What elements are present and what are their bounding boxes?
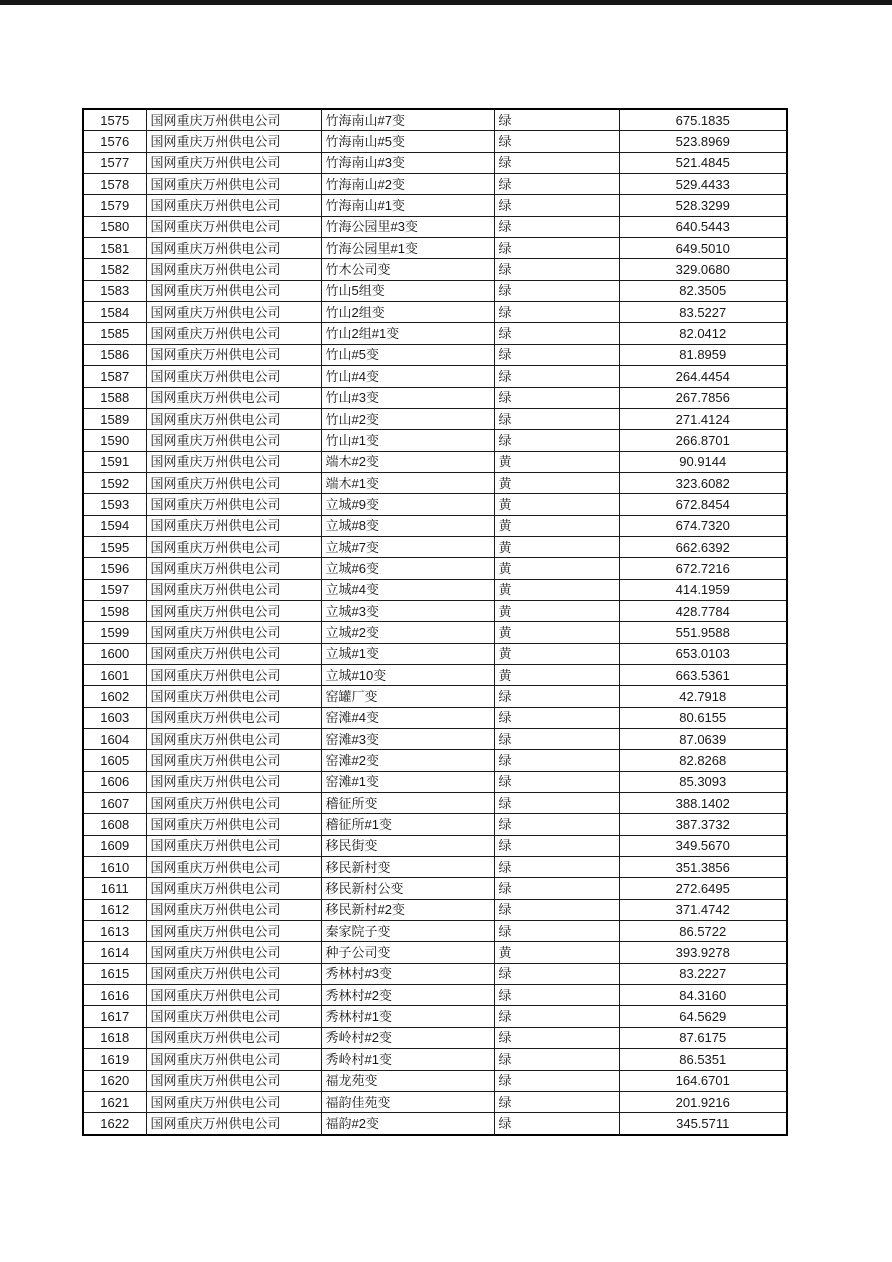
cell-row-number: 1609 bbox=[83, 835, 146, 856]
table-row bbox=[83, 408, 787, 429]
table-row bbox=[83, 963, 787, 984]
cell-company-name: 国网重庆万州供电公司 bbox=[146, 686, 321, 707]
cell-row-number: 1613 bbox=[83, 921, 146, 942]
table-row bbox=[83, 1070, 787, 1091]
cell-company-name: 国网重庆万州供电公司 bbox=[146, 750, 321, 771]
cell-load-value: 272.6495 bbox=[619, 878, 787, 899]
cell-station-name: 福龙苑变 bbox=[321, 1070, 494, 1091]
cell-load-value: 551.9588 bbox=[619, 622, 787, 643]
cell-station-name: 立城#2变 bbox=[321, 622, 494, 643]
table-row bbox=[83, 835, 787, 856]
cell-status-color: 黄 bbox=[494, 942, 619, 963]
cell-company-name: 国网重庆万州供电公司 bbox=[146, 771, 321, 792]
cell-load-value: 87.6175 bbox=[619, 1027, 787, 1048]
cell-station-name: 种子公司变 bbox=[321, 942, 494, 963]
cell-company-name: 国网重庆万州供电公司 bbox=[146, 942, 321, 963]
cell-company-name: 国网重庆万州供电公司 bbox=[146, 899, 321, 920]
cell-load-value: 82.8268 bbox=[619, 750, 787, 771]
cell-company-name: 国网重庆万州供电公司 bbox=[146, 793, 321, 814]
scan-edge-bar bbox=[0, 0, 892, 5]
cell-load-value: 387.3732 bbox=[619, 814, 787, 835]
cell-company-name: 国网重庆万州供电公司 bbox=[146, 238, 321, 259]
cell-row-number: 1581 bbox=[83, 238, 146, 259]
cell-station-name: 秀岭村#2变 bbox=[321, 1027, 494, 1048]
table-row bbox=[83, 579, 787, 600]
cell-load-value: 351.3856 bbox=[619, 857, 787, 878]
cell-load-value: 529.4433 bbox=[619, 174, 787, 195]
table-row bbox=[83, 622, 787, 643]
cell-station-name: 立城#10变 bbox=[321, 664, 494, 685]
cell-status-color: 绿 bbox=[494, 707, 619, 728]
cell-company-name: 国网重庆万州供电公司 bbox=[146, 109, 321, 131]
table-row bbox=[83, 430, 787, 451]
cell-load-value: 640.5443 bbox=[619, 216, 787, 237]
table-row bbox=[83, 387, 787, 408]
cell-company-name: 国网重庆万州供电公司 bbox=[146, 152, 321, 173]
cell-row-number: 1620 bbox=[83, 1070, 146, 1091]
cell-load-value: 80.6155 bbox=[619, 707, 787, 728]
table-row bbox=[83, 878, 787, 899]
table-row bbox=[83, 494, 787, 515]
cell-status-color: 绿 bbox=[494, 174, 619, 195]
cell-row-number: 1603 bbox=[83, 707, 146, 728]
table-row bbox=[83, 1049, 787, 1070]
cell-status-color: 绿 bbox=[494, 131, 619, 152]
cell-load-value: 649.5010 bbox=[619, 238, 787, 259]
cell-station-name: 窑罐厂变 bbox=[321, 686, 494, 707]
cell-load-value: 349.5670 bbox=[619, 835, 787, 856]
table-row bbox=[83, 109, 787, 131]
cell-station-name: 立城#8变 bbox=[321, 515, 494, 536]
cell-load-value: 329.0680 bbox=[619, 259, 787, 280]
cell-row-number: 1583 bbox=[83, 280, 146, 301]
table-row bbox=[83, 536, 787, 557]
cell-station-name: 移民新村#2变 bbox=[321, 899, 494, 920]
cell-station-name: 竹山2组变 bbox=[321, 302, 494, 323]
cell-row-number: 1616 bbox=[83, 985, 146, 1006]
table-row bbox=[83, 664, 787, 685]
cell-company-name: 国网重庆万州供电公司 bbox=[146, 1113, 321, 1135]
table-row bbox=[83, 344, 787, 365]
cell-status-color: 绿 bbox=[494, 963, 619, 984]
cell-company-name: 国网重庆万州供电公司 bbox=[146, 579, 321, 600]
cell-row-number: 1618 bbox=[83, 1027, 146, 1048]
cell-status-color: 绿 bbox=[494, 216, 619, 237]
cell-row-number: 1593 bbox=[83, 494, 146, 515]
cell-status-color: 绿 bbox=[494, 1027, 619, 1048]
cell-status-color: 绿 bbox=[494, 238, 619, 259]
table-row bbox=[83, 323, 787, 344]
cell-company-name: 国网重庆万州供电公司 bbox=[146, 259, 321, 280]
cell-company-name: 国网重庆万州供电公司 bbox=[146, 622, 321, 643]
cell-company-name: 国网重庆万州供电公司 bbox=[146, 387, 321, 408]
cell-station-name: 竹山#1变 bbox=[321, 430, 494, 451]
cell-status-color: 绿 bbox=[494, 366, 619, 387]
cell-status-color: 黄 bbox=[494, 643, 619, 664]
cell-load-value: 528.3299 bbox=[619, 195, 787, 216]
cell-row-number: 1601 bbox=[83, 664, 146, 685]
cell-station-name: 窑滩#3变 bbox=[321, 729, 494, 750]
cell-status-color: 绿 bbox=[494, 1049, 619, 1070]
table-row bbox=[83, 558, 787, 579]
cell-row-number: 1596 bbox=[83, 558, 146, 579]
cell-load-value: 266.8701 bbox=[619, 430, 787, 451]
cell-row-number: 1619 bbox=[83, 1049, 146, 1070]
cell-station-name: 窑滩#2变 bbox=[321, 750, 494, 771]
cell-company-name: 国网重庆万州供电公司 bbox=[146, 664, 321, 685]
cell-station-name: 立城#1变 bbox=[321, 643, 494, 664]
cell-station-name: 福韵佳苑变 bbox=[321, 1091, 494, 1112]
cell-row-number: 1605 bbox=[83, 750, 146, 771]
cell-load-value: 42.7918 bbox=[619, 686, 787, 707]
cell-station-name: 竹木公司变 bbox=[321, 259, 494, 280]
cell-status-color: 绿 bbox=[494, 302, 619, 323]
cell-station-name: 立城#9变 bbox=[321, 494, 494, 515]
cell-status-color: 黄 bbox=[494, 558, 619, 579]
cell-row-number: 1588 bbox=[83, 387, 146, 408]
cell-status-color: 绿 bbox=[494, 857, 619, 878]
cell-row-number: 1594 bbox=[83, 515, 146, 536]
cell-status-color: 绿 bbox=[494, 1113, 619, 1135]
cell-status-color: 黄 bbox=[494, 600, 619, 621]
cell-status-color: 绿 bbox=[494, 1006, 619, 1027]
cell-status-color: 黄 bbox=[494, 622, 619, 643]
cell-company-name: 国网重庆万州供电公司 bbox=[146, 921, 321, 942]
cell-load-value: 388.1402 bbox=[619, 793, 787, 814]
cell-status-color: 绿 bbox=[494, 750, 619, 771]
cell-station-name: 秀林村#3变 bbox=[321, 963, 494, 984]
cell-station-name: 移民新村公变 bbox=[321, 878, 494, 899]
table-row bbox=[83, 216, 787, 237]
cell-row-number: 1589 bbox=[83, 408, 146, 429]
cell-company-name: 国网重庆万州供电公司 bbox=[146, 494, 321, 515]
cell-station-name: 稽征所#1变 bbox=[321, 814, 494, 835]
cell-row-number: 1611 bbox=[83, 878, 146, 899]
cell-company-name: 国网重庆万州供电公司 bbox=[146, 174, 321, 195]
cell-station-name: 福韵#2变 bbox=[321, 1113, 494, 1135]
cell-station-name: 稽征所变 bbox=[321, 793, 494, 814]
cell-status-color: 绿 bbox=[494, 152, 619, 173]
cell-load-value: 672.8454 bbox=[619, 494, 787, 515]
table-row bbox=[83, 771, 787, 792]
table-row bbox=[83, 1113, 787, 1135]
cell-station-name: 窑滩#4变 bbox=[321, 707, 494, 728]
table-row bbox=[83, 1006, 787, 1027]
cell-status-color: 绿 bbox=[494, 280, 619, 301]
table-row bbox=[83, 366, 787, 387]
cell-station-name: 窑滩#1变 bbox=[321, 771, 494, 792]
cell-load-value: 267.7856 bbox=[619, 387, 787, 408]
cell-company-name: 国网重庆万州供电公司 bbox=[146, 302, 321, 323]
cell-company-name: 国网重庆万州供电公司 bbox=[146, 729, 321, 750]
cell-status-color: 绿 bbox=[494, 835, 619, 856]
table-row bbox=[83, 921, 787, 942]
cell-load-value: 672.7216 bbox=[619, 558, 787, 579]
table-row bbox=[83, 152, 787, 173]
cell-load-value: 271.4124 bbox=[619, 408, 787, 429]
cell-status-color: 绿 bbox=[494, 430, 619, 451]
table-row bbox=[83, 472, 787, 493]
cell-row-number: 1621 bbox=[83, 1091, 146, 1112]
cell-company-name: 国网重庆万州供电公司 bbox=[146, 366, 321, 387]
cell-company-name: 国网重庆万州供电公司 bbox=[146, 558, 321, 579]
cell-load-value: 85.3093 bbox=[619, 771, 787, 792]
cell-company-name: 国网重庆万州供电公司 bbox=[146, 131, 321, 152]
cell-company-name: 国网重庆万州供电公司 bbox=[146, 1070, 321, 1091]
cell-company-name: 国网重庆万州供电公司 bbox=[146, 323, 321, 344]
cell-row-number: 1584 bbox=[83, 302, 146, 323]
cell-load-value: 345.5711 bbox=[619, 1113, 787, 1135]
cell-row-number: 1585 bbox=[83, 323, 146, 344]
cell-row-number: 1614 bbox=[83, 942, 146, 963]
cell-station-name: 竹海南山#1变 bbox=[321, 195, 494, 216]
cell-status-color: 黄 bbox=[494, 451, 619, 472]
table-row bbox=[83, 174, 787, 195]
cell-row-number: 1615 bbox=[83, 963, 146, 984]
cell-status-color: 黄 bbox=[494, 536, 619, 557]
cell-row-number: 1586 bbox=[83, 344, 146, 365]
table-row bbox=[83, 707, 787, 728]
cell-row-number: 1595 bbox=[83, 536, 146, 557]
table-row bbox=[83, 814, 787, 835]
cell-station-name: 秀林村#2变 bbox=[321, 985, 494, 1006]
cell-status-color: 黄 bbox=[494, 579, 619, 600]
cell-station-name: 秀林村#1变 bbox=[321, 1006, 494, 1027]
cell-company-name: 国网重庆万州供电公司 bbox=[146, 280, 321, 301]
cell-load-value: 86.5351 bbox=[619, 1049, 787, 1070]
cell-status-color: 绿 bbox=[494, 387, 619, 408]
table-row bbox=[83, 195, 787, 216]
cell-load-value: 663.5361 bbox=[619, 664, 787, 685]
cell-station-name: 竹山#2变 bbox=[321, 408, 494, 429]
cell-station-name: 立城#7变 bbox=[321, 536, 494, 557]
cell-status-color: 黄 bbox=[494, 494, 619, 515]
cell-status-color: 绿 bbox=[494, 323, 619, 344]
cell-load-value: 86.5722 bbox=[619, 921, 787, 942]
cell-company-name: 国网重庆万州供电公司 bbox=[146, 451, 321, 472]
cell-company-name: 国网重庆万州供电公司 bbox=[146, 985, 321, 1006]
cell-load-value: 82.3505 bbox=[619, 280, 787, 301]
cell-station-name: 立城#3变 bbox=[321, 600, 494, 621]
cell-load-value: 674.7320 bbox=[619, 515, 787, 536]
cell-status-color: 绿 bbox=[494, 259, 619, 280]
cell-station-name: 竹海南山#2变 bbox=[321, 174, 494, 195]
table-row bbox=[83, 280, 787, 301]
table-row bbox=[83, 600, 787, 621]
cell-load-value: 653.0103 bbox=[619, 643, 787, 664]
cell-station-name: 竹海公园里#3变 bbox=[321, 216, 494, 237]
cell-load-value: 523.8969 bbox=[619, 131, 787, 152]
cell-station-name: 移民街变 bbox=[321, 835, 494, 856]
table-row bbox=[83, 750, 787, 771]
cell-load-value: 414.1959 bbox=[619, 579, 787, 600]
cell-load-value: 87.0639 bbox=[619, 729, 787, 750]
cell-status-color: 绿 bbox=[494, 985, 619, 1006]
cell-status-color: 黄 bbox=[494, 472, 619, 493]
cell-station-name: 竹山#5变 bbox=[321, 344, 494, 365]
cell-row-number: 1579 bbox=[83, 195, 146, 216]
cell-row-number: 1604 bbox=[83, 729, 146, 750]
cell-load-value: 164.6701 bbox=[619, 1070, 787, 1091]
cell-load-value: 521.4845 bbox=[619, 152, 787, 173]
cell-status-color: 绿 bbox=[494, 686, 619, 707]
cell-row-number: 1608 bbox=[83, 814, 146, 835]
cell-status-color: 绿 bbox=[494, 729, 619, 750]
table-body bbox=[83, 109, 787, 1135]
cell-row-number: 1590 bbox=[83, 430, 146, 451]
cell-station-name: 竹海公园里#1变 bbox=[321, 238, 494, 259]
cell-status-color: 绿 bbox=[494, 1091, 619, 1112]
cell-status-color: 绿 bbox=[494, 921, 619, 942]
cell-load-value: 393.9278 bbox=[619, 942, 787, 963]
cell-status-color: 绿 bbox=[494, 814, 619, 835]
cell-load-value: 675.1835 bbox=[619, 109, 787, 131]
cell-status-color: 绿 bbox=[494, 878, 619, 899]
cell-row-number: 1578 bbox=[83, 174, 146, 195]
cell-company-name: 国网重庆万州供电公司 bbox=[146, 216, 321, 237]
cell-company-name: 国网重庆万州供电公司 bbox=[146, 1049, 321, 1070]
cell-status-color: 绿 bbox=[494, 1070, 619, 1091]
cell-row-number: 1592 bbox=[83, 472, 146, 493]
cell-company-name: 国网重庆万州供电公司 bbox=[146, 707, 321, 728]
table-row bbox=[83, 793, 787, 814]
cell-row-number: 1576 bbox=[83, 131, 146, 152]
cell-company-name: 国网重庆万州供电公司 bbox=[146, 857, 321, 878]
cell-company-name: 国网重庆万州供电公司 bbox=[146, 835, 321, 856]
cell-load-value: 81.8959 bbox=[619, 344, 787, 365]
table-row bbox=[83, 985, 787, 1006]
cell-station-name: 移民新村变 bbox=[321, 857, 494, 878]
cell-station-name: 秦家院子变 bbox=[321, 921, 494, 942]
cell-status-color: 绿 bbox=[494, 344, 619, 365]
cell-company-name: 国网重庆万州供电公司 bbox=[146, 515, 321, 536]
table-row bbox=[83, 259, 787, 280]
cell-row-number: 1598 bbox=[83, 600, 146, 621]
table-row bbox=[83, 729, 787, 750]
cell-company-name: 国网重庆万州供电公司 bbox=[146, 1006, 321, 1027]
cell-company-name: 国网重庆万州供电公司 bbox=[146, 430, 321, 451]
cell-company-name: 国网重庆万州供电公司 bbox=[146, 963, 321, 984]
cell-load-value: 83.5227 bbox=[619, 302, 787, 323]
cell-company-name: 国网重庆万州供电公司 bbox=[146, 195, 321, 216]
cell-row-number: 1577 bbox=[83, 152, 146, 173]
cell-row-number: 1602 bbox=[83, 686, 146, 707]
table-row bbox=[83, 899, 787, 920]
cell-row-number: 1582 bbox=[83, 259, 146, 280]
cell-row-number: 1617 bbox=[83, 1006, 146, 1027]
cell-load-value: 371.4742 bbox=[619, 899, 787, 920]
cell-station-name: 竹山5组变 bbox=[321, 280, 494, 301]
cell-station-name: 端木#1变 bbox=[321, 472, 494, 493]
table-row bbox=[83, 857, 787, 878]
cell-station-name: 端木#2变 bbox=[321, 451, 494, 472]
cell-load-value: 64.5629 bbox=[619, 1006, 787, 1027]
cell-station-name: 竹海南山#5变 bbox=[321, 131, 494, 152]
cell-station-name: 竹山2组#1变 bbox=[321, 323, 494, 344]
cell-status-color: 黄 bbox=[494, 664, 619, 685]
cell-company-name: 国网重庆万州供电公司 bbox=[146, 643, 321, 664]
cell-row-number: 1622 bbox=[83, 1113, 146, 1135]
table-row bbox=[83, 1027, 787, 1048]
table-row bbox=[83, 131, 787, 152]
cell-row-number: 1599 bbox=[83, 622, 146, 643]
cell-row-number: 1600 bbox=[83, 643, 146, 664]
cell-load-value: 83.2227 bbox=[619, 963, 787, 984]
cell-row-number: 1587 bbox=[83, 366, 146, 387]
cell-company-name: 国网重庆万州供电公司 bbox=[146, 344, 321, 365]
cell-station-name: 竹山#3变 bbox=[321, 387, 494, 408]
cell-load-value: 82.0412 bbox=[619, 323, 787, 344]
substation-load-table bbox=[82, 108, 788, 1136]
cell-status-color: 绿 bbox=[494, 195, 619, 216]
cell-row-number: 1607 bbox=[83, 793, 146, 814]
cell-row-number: 1597 bbox=[83, 579, 146, 600]
table-row bbox=[83, 942, 787, 963]
table-row bbox=[83, 686, 787, 707]
cell-load-value: 201.9216 bbox=[619, 1091, 787, 1112]
table-row bbox=[83, 1091, 787, 1112]
cell-station-name: 立城#4变 bbox=[321, 579, 494, 600]
cell-company-name: 国网重庆万州供电公司 bbox=[146, 408, 321, 429]
cell-station-name: 立城#6变 bbox=[321, 558, 494, 579]
cell-station-name: 竹海南山#3变 bbox=[321, 152, 494, 173]
cell-status-color: 绿 bbox=[494, 408, 619, 429]
cell-company-name: 国网重庆万州供电公司 bbox=[146, 1027, 321, 1048]
cell-status-color: 绿 bbox=[494, 793, 619, 814]
cell-company-name: 国网重庆万州供电公司 bbox=[146, 878, 321, 899]
cell-row-number: 1591 bbox=[83, 451, 146, 472]
table-row bbox=[83, 302, 787, 323]
cell-status-color: 绿 bbox=[494, 771, 619, 792]
table-row bbox=[83, 451, 787, 472]
cell-station-name: 竹山#4变 bbox=[321, 366, 494, 387]
cell-row-number: 1580 bbox=[83, 216, 146, 237]
cell-row-number: 1610 bbox=[83, 857, 146, 878]
cell-load-value: 90.9144 bbox=[619, 451, 787, 472]
cell-company-name: 国网重庆万州供电公司 bbox=[146, 600, 321, 621]
cell-status-color: 绿 bbox=[494, 109, 619, 131]
cell-station-name: 秀岭村#1变 bbox=[321, 1049, 494, 1070]
cell-status-color: 黄 bbox=[494, 515, 619, 536]
cell-row-number: 1606 bbox=[83, 771, 146, 792]
cell-load-value: 323.6082 bbox=[619, 472, 787, 493]
cell-load-value: 84.3160 bbox=[619, 985, 787, 1006]
cell-status-color: 绿 bbox=[494, 899, 619, 920]
cell-company-name: 国网重庆万州供电公司 bbox=[146, 472, 321, 493]
cell-row-number: 1575 bbox=[83, 109, 146, 131]
cell-row-number: 1612 bbox=[83, 899, 146, 920]
table-row bbox=[83, 238, 787, 259]
cell-load-value: 428.7784 bbox=[619, 600, 787, 621]
cell-company-name: 国网重庆万州供电公司 bbox=[146, 1091, 321, 1112]
cell-load-value: 264.4454 bbox=[619, 366, 787, 387]
cell-load-value: 662.6392 bbox=[619, 536, 787, 557]
table-row bbox=[83, 643, 787, 664]
table-row bbox=[83, 515, 787, 536]
cell-company-name: 国网重庆万州供电公司 bbox=[146, 536, 321, 557]
cell-company-name: 国网重庆万州供电公司 bbox=[146, 814, 321, 835]
cell-station-name: 竹海南山#7变 bbox=[321, 109, 494, 131]
